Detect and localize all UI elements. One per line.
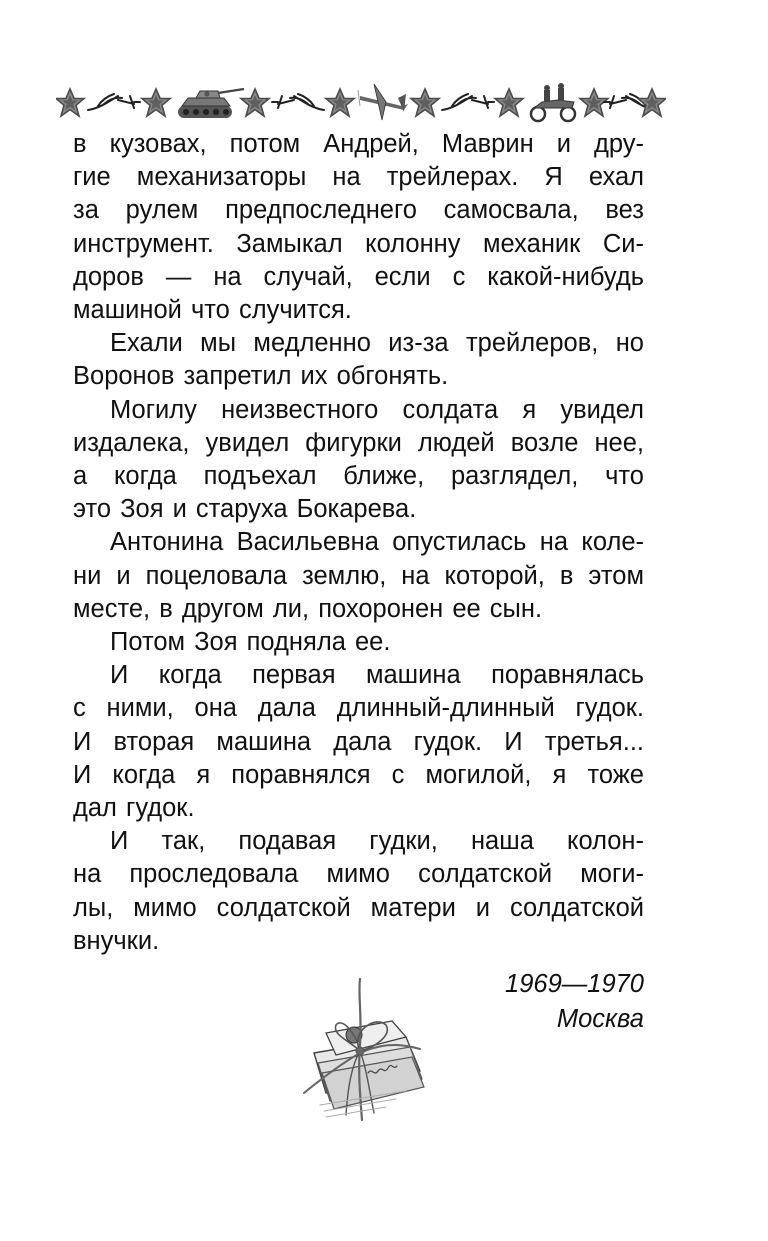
ornament-strip bbox=[56, 80, 666, 124]
text-line: Антонина Васильевна опустилась на коле- bbox=[110, 528, 644, 557]
text-line: за рулем предпоследнего самосвала, вез bbox=[73, 196, 644, 225]
paragraph bbox=[73, 825, 644, 958]
text-line: инструмент. Замыкал колонну механик Си- bbox=[73, 229, 644, 258]
paragraph bbox=[73, 659, 644, 825]
paragraph bbox=[73, 128, 644, 327]
text-line: с ними, она дала длинный-длинный гудок. bbox=[73, 694, 644, 723]
star-icon bbox=[326, 89, 354, 116]
text-line: внучки. bbox=[73, 926, 160, 955]
branch-icon bbox=[88, 94, 140, 110]
text-line: Потом Зоя подняла ее. bbox=[110, 628, 391, 657]
signoff-place: Москва bbox=[556, 1005, 644, 1033]
text-line: гие механизаторы на трейлерах. Я ехал bbox=[73, 163, 644, 192]
text-line: машиной что случится. bbox=[73, 296, 352, 325]
letter-bundle-icon bbox=[296, 975, 436, 1125]
star-icon bbox=[142, 89, 170, 116]
star-icon bbox=[56, 89, 84, 116]
text-line: а когда подъехал ближе, разглядел, что bbox=[73, 462, 644, 491]
paragraph bbox=[73, 626, 644, 659]
text-line: И когда я поравнялся с могилой, я тоже bbox=[73, 760, 644, 789]
airplane-icon bbox=[358, 84, 408, 120]
text-line: лы, мимо солдатской матери и солдатской bbox=[73, 893, 644, 922]
paragraph bbox=[73, 394, 644, 527]
text-line: Ехали мы медленно из-за трейлеров, но bbox=[110, 329, 644, 358]
text-line: в кузовах, потом Андрей, Маврин и дру- bbox=[73, 130, 644, 158]
text-line: Воронов запретил их обгонять. bbox=[73, 362, 449, 391]
text-line: это Зоя и старуха Бокарева. bbox=[73, 495, 417, 524]
star-icon bbox=[411, 89, 439, 116]
signoff-years: 1969—1970 bbox=[505, 970, 644, 998]
branch-icon bbox=[442, 94, 494, 110]
paragraph bbox=[73, 526, 644, 626]
text-line: ни и поцеловала землю, на которой, в этом bbox=[73, 561, 644, 590]
motorcycle-icon bbox=[531, 83, 575, 121]
text-line: И так, подавая гудки, наша колон- bbox=[110, 827, 644, 856]
letter-bundle-illustration bbox=[296, 975, 436, 1125]
text-line: И вторая машина дала гудок. И третья... bbox=[73, 727, 644, 756]
text-line: И когда первая машина поравнялась bbox=[110, 661, 644, 690]
text-line: месте, в другом ли, похоронен ее сын. bbox=[73, 594, 543, 623]
text-line: доров — на случай, если с какой-нибудь bbox=[73, 262, 644, 291]
text-line: издалека, увидел фигурки людей возле нее, bbox=[73, 428, 644, 457]
star-icon bbox=[495, 89, 523, 116]
header-ornament bbox=[56, 80, 666, 124]
text-line: дал гудок. bbox=[73, 794, 195, 823]
text-line: на проследовала мимо солдатской моги- bbox=[73, 860, 644, 889]
signoff bbox=[505, 967, 644, 1037]
branch-icon bbox=[272, 94, 324, 110]
tank-icon bbox=[178, 89, 244, 118]
story-text bbox=[73, 128, 644, 958]
star-icon bbox=[638, 89, 666, 116]
paragraph bbox=[73, 327, 644, 393]
text-line: Могилу неизвестного солдата я увидел bbox=[110, 395, 644, 424]
star-icon bbox=[241, 89, 269, 116]
